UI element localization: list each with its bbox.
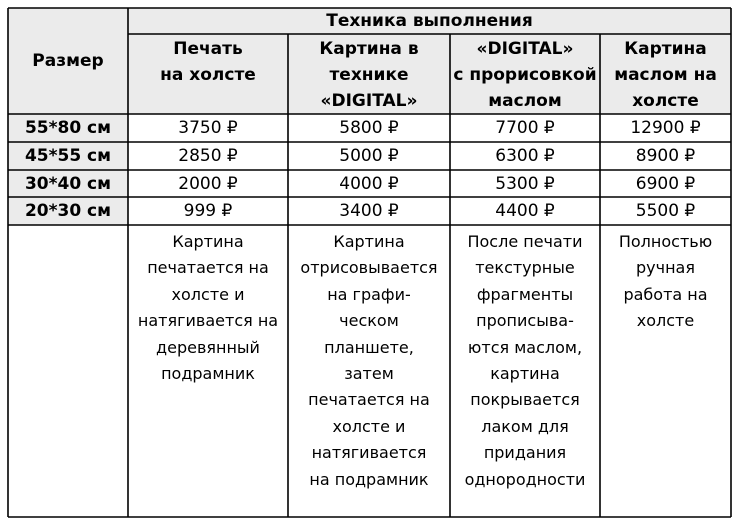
price-cell: 5300 ₽ bbox=[495, 173, 555, 194]
column-header-oil: Картина маслом на холсте bbox=[600, 34, 731, 114]
price-cell: 12900 ₽ bbox=[630, 118, 701, 138]
description-digital-oil: После печати текстурные фрагменты прописыва- ются маслом, картина покрывается лаком для придания однородности bbox=[464, 232, 586, 489]
price-cell: 4400 ₽ bbox=[495, 201, 555, 221]
size-cell: 45*55 см bbox=[8, 142, 128, 170]
column-header-canvas-print: Печать на холсте bbox=[128, 34, 288, 114]
price-cell: 5500 ₽ bbox=[635, 201, 696, 221]
column-header-digital-oil: «DIGITAL» с прорисовкой маслом bbox=[450, 34, 600, 114]
price-cell: 999 ₽ bbox=[183, 201, 233, 221]
size-header: Размер bbox=[8, 8, 128, 114]
price-cell: 2000 ₽ bbox=[178, 173, 238, 194]
size-cell: 30*40 см bbox=[8, 170, 128, 197]
description-oil: Полностью ручная работа на холсте bbox=[618, 232, 713, 331]
description-canvas-print: Картина печатается на холсте и натягивается на деревянный подрамник bbox=[137, 232, 279, 384]
price-cell: 7700 ₽ bbox=[495, 118, 555, 138]
column-header-digital: Картина в технике «DIGITAL» bbox=[288, 34, 450, 114]
price-cell: 3400 ₽ bbox=[339, 201, 399, 221]
price-cell: 4000 ₽ bbox=[339, 173, 399, 194]
price-cell: 3750 ₽ bbox=[178, 118, 238, 138]
price-cell: 5000 ₽ bbox=[339, 146, 399, 166]
price-cell: 6900 ₽ bbox=[635, 173, 696, 194]
size-cell: 20*30 см bbox=[8, 197, 128, 225]
price-cell: 2850 ₽ bbox=[178, 146, 238, 166]
price-cell: 5800 ₽ bbox=[339, 118, 399, 138]
description-digital: Картина отрисовывается на графи- ческом планшете, затем печатается на холсте и натягивается на подрамник bbox=[300, 232, 438, 489]
technique-group-header: Техника выполнения bbox=[128, 8, 731, 34]
price-cell: 6300 ₽ bbox=[495, 146, 555, 166]
price-cell: 8900 ₽ bbox=[635, 146, 696, 166]
size-cell: 55*80 см bbox=[8, 114, 128, 142]
